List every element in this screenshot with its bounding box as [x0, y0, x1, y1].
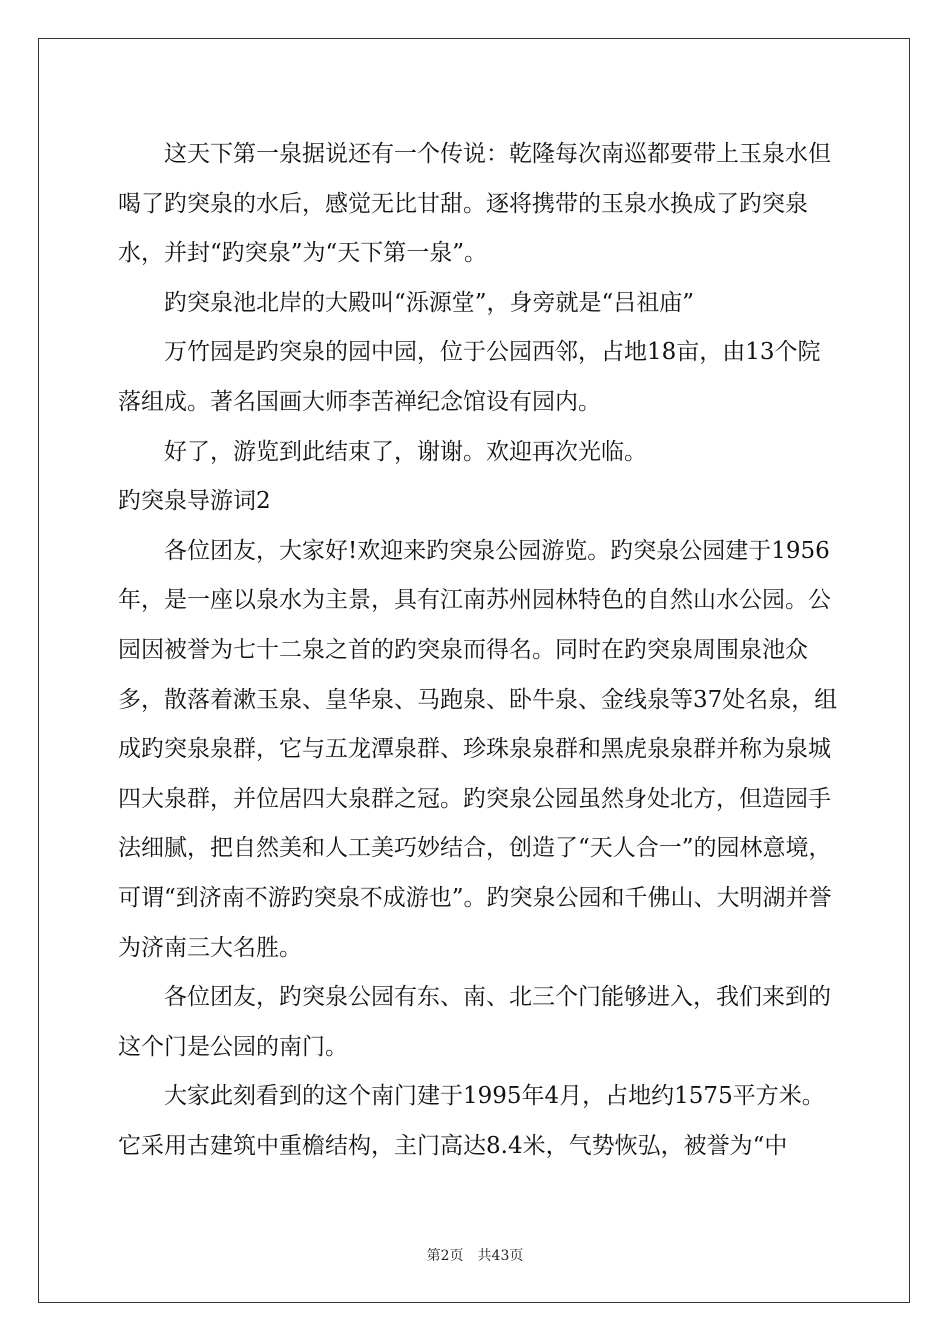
page-number: 第2页 [426, 1248, 464, 1264]
paragraph-closing: 好了，游览到此结束了，谢谢。欢迎再次光临。 [164, 438, 647, 465]
paragraph-gates: 各位团友，趵突泉公园有东、南、北三个门能够进入，我们来到的这个门是公园的南门。 [118, 984, 831, 1060]
page-total: 共43页 [477, 1248, 524, 1264]
paragraph-legend: 这天下第一泉据说还有一个传说：乾隆每次南巡都要带上玉泉水但喝了趵突泉的水后，感觉无比甘甜。逐将携带的玉泉水换成了趵突泉水，并封“趵突泉”为“天下第一泉”。 [118, 141, 831, 267]
paragraph-park-intro: 各位团友，大家好!欢迎来趵突泉公园游览。趵突泉公园建于1956年，是一座以泉水为主景，具有江南苏州园林特色的自然山水公园。公园因被誉为七十二泉之首的趵突泉而得名。同时在趵突泉周围泉池众多，散落着漱玉泉、皇华泉、马跑泉、卧牛泉、金线泉等37处名泉，组成趵突泉泉群，它与五龙潭泉群、珍珠泉泉群和黑虎泉泉群并称为泉城四大泉群，并位居四大泉群之冠。趵突泉公园虽然身处北方，但造园手法细腻，把自然美和人工美巧妙结合，创造了“天人合一”的园林意境，可谓“到济南不游趵突泉不成游也”。趵突泉公园和千佛山、大明湖并誉为济南三大名胜。 [118, 537, 838, 961]
paragraph-wanzhu-garden: 万竹园是趵突泉的园中园，位于公园西邻，占地18亩，由13个院落组成。著名国画大师李苦禅纪念馆设有园内。 [118, 339, 821, 415]
paragraph-south-gate: 大家此刻看到的这个南门建于1995年4月，占地约1575平方米。它采用古建筑中重檐结构，主门高达8.4米，气势恢弘，被誉为“中 [118, 1083, 825, 1159]
paragraph-luoyuan-hall: 趵突泉池北岸的大殿叫“泺源堂”，身旁就是“吕祖庙” [164, 289, 695, 316]
page-footer [0, 1245, 950, 1265]
section-heading: 趵突泉导游词2 [118, 488, 271, 515]
document-body [118, 130, 838, 1171]
